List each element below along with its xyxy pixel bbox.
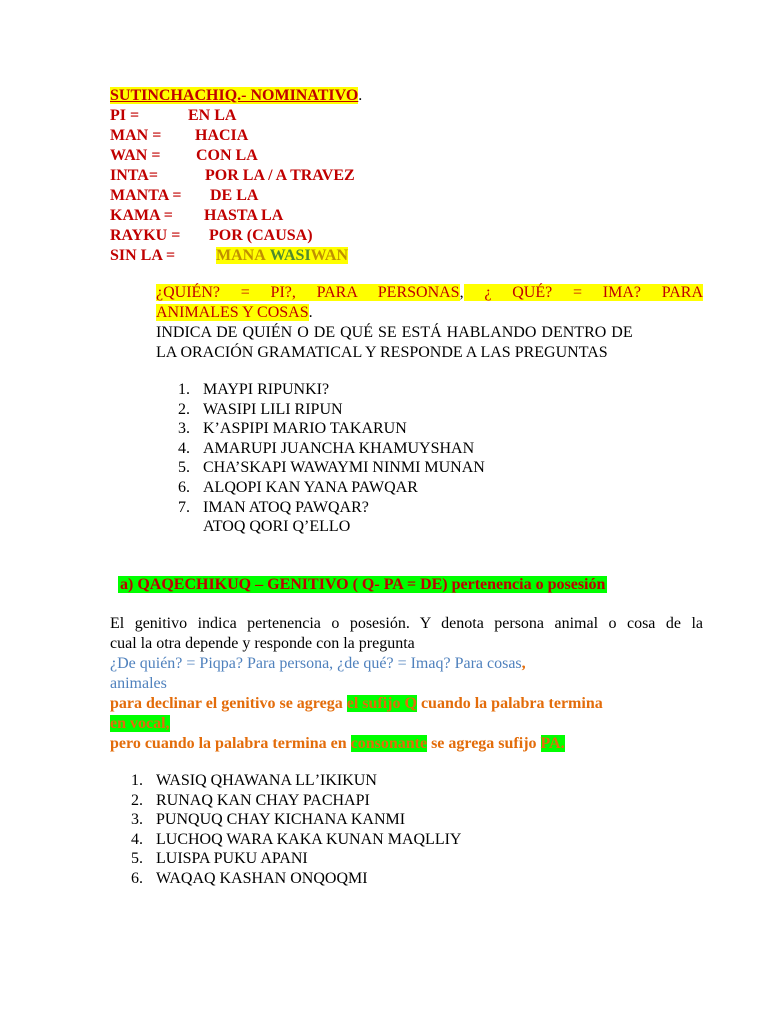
question-comma: , [521,655,526,672]
genitivo-para-line-2: cual la otra depende y responde con la pregunta [110,635,415,652]
genitivo-example-list [131,771,461,889]
list-item [178,498,485,518]
list-number: 6. [131,869,143,887]
row-value: EN LA [188,107,237,124]
list-item [178,419,485,439]
nominativo-row [110,226,313,246]
rule-line-1 [110,694,703,714]
sufijo-pa-highlight: PA. [540,735,565,752]
list-text: RUNAQ KAN CHAY PACHAPI [156,791,370,809]
list-item [178,478,485,498]
rule-text: pero cuando la palabra termina en [110,735,351,752]
genitivo-para-line-1: El genitivo indica pertenencia o posesión. Y denota persona animal o cosa de la [110,615,703,632]
row-value: POR (CAUSA) [209,227,313,244]
list-number: 5. [178,459,190,477]
genitivo-body [110,614,703,754]
genitivo-question-line [110,654,703,674]
row-value: POR LA / A TRAVEZ [205,167,355,184]
rule-line-1b [110,714,703,734]
rule-text: se agrega sufijo [427,735,541,752]
list-item [178,458,485,478]
rule-line-2 [110,734,703,754]
list-number: 7. [178,498,190,516]
list-item [178,439,485,459]
question-list [178,380,485,537]
vocal-highlight: en vocal, [110,715,170,732]
list-text: WAQAQ KASHAN ONQOQMI [156,869,368,887]
consonante-highlight: consonante [350,735,428,752]
nominativo-title-suffix: . [358,87,363,104]
list-text: PUNQUQ CHAY KICHANA KANMI [156,811,406,829]
list-text: CHA’SKAPI WAWAYMI NINMI MUNAN [203,459,485,477]
nominativo-row [110,206,284,226]
list-text: LUCHOQ WARA KAKA KUNAN MAQLLIY [156,830,462,848]
row-key: MAN = [110,127,162,144]
nominativo-row [110,126,249,146]
list-number: 6. [178,478,190,496]
list-number: 5. [131,850,143,868]
list-number: 1. [178,381,190,398]
list-number: 3. [178,420,190,438]
question-period: . [308,304,313,321]
genitivo-questions: ¿De quién? = Piqpa? Para persona, ¿de qué? = Imaq? Para cosas [110,655,522,672]
row-value: HASTA LA [204,207,284,224]
question-line-2 [156,303,703,323]
instruction-line-2: LA ORACIÓN GRAMATICAL Y RESPONDE A LAS PREGUNTAS [156,344,608,361]
list-text: WASIQ QHAWANA LLʼIKIKUN [156,772,377,789]
nominativo-row [110,146,258,166]
question-block [156,283,703,363]
nominativo-row [110,166,355,186]
list-text: LUISPA PUKU APANI [156,850,308,868]
list-text: K’ASPIPI MARIO TAKARUN [203,420,407,438]
list-item [131,830,461,850]
list-item-continuation [178,517,485,537]
list-item [131,791,461,811]
nominativo-sinla-row [110,246,349,266]
list-text: ALQOPI KAN YANA PAWQAR [203,478,418,496]
sinla-wan: WAN [310,247,349,264]
sinla-example [216,246,348,266]
list-item [178,400,485,420]
list-number: 4. [131,830,143,848]
rule-text: cuando la palabra termina [416,695,603,712]
sinla-mana: MANA [216,247,266,264]
list-item [131,849,461,869]
row-value: CON LA [196,147,258,164]
genitivo-heading: a) QAQECHIKUQ – GENITIVO ( Q- PA = DE) pertenencia o posesión [120,576,606,593]
question-comma: , [459,284,464,301]
question-line-1 [156,283,703,303]
que-question: ¿ QUÉ? = IMA? PARA [463,284,704,301]
nominativo-title-line [110,86,362,106]
sinla-wasi: WASI [269,247,311,264]
list-text: WASIPI LILI RIPUN [203,400,343,418]
list-number: 2. [131,791,143,809]
row-key: WAN = [110,147,161,164]
row-key: KAMA = [110,207,173,224]
list-number: 1. [131,772,143,789]
animales-cosas: ANIMALES Y COSAS [156,304,309,321]
rule-text: para declinar el genitivo se agrega [110,695,347,712]
row-key: INTA= [110,167,158,184]
nominativo-row [110,106,237,126]
list-text: IMAN ATOQ PAWQAR? [203,498,369,516]
list-item [131,771,461,791]
nominativo-title: SUTINCHACHIQ.- NOMINATIVO [110,87,359,104]
row-value: DE LA [210,187,259,204]
list-text: ATOQ QORI Q’ELLO [203,518,351,536]
instruction-line-1: INDICA DE QUIÉN O DE QUÉ SE ESTÁ HABLANDO DENTRO DE [156,324,633,341]
list-number: 2. [178,400,190,418]
row-key: RAYKU = [110,227,181,244]
row-key: SIN LA = [110,247,176,264]
list-item [131,810,461,830]
genitivo-heading-line [118,575,607,595]
genitivo-animales: animales [110,675,167,692]
quien-question: ¿QUIÉN? = PI?, PARA PERSONAS [156,284,460,301]
list-text: MAYPI RIPUNKI? [203,381,330,398]
list-number: 4. [178,439,190,457]
row-key: PI = [110,107,140,124]
nominativo-row [110,186,259,206]
list-item [131,869,461,889]
row-key: MANTA = [110,187,182,204]
list-number: 3. [131,811,143,829]
list-item [178,380,485,400]
sufijo-q-highlight: el sufijo Q [346,695,417,712]
row-value: HACIA [195,127,249,144]
list-text: AMARUPI JUANCHA KHAMUYSHAN [203,439,475,457]
